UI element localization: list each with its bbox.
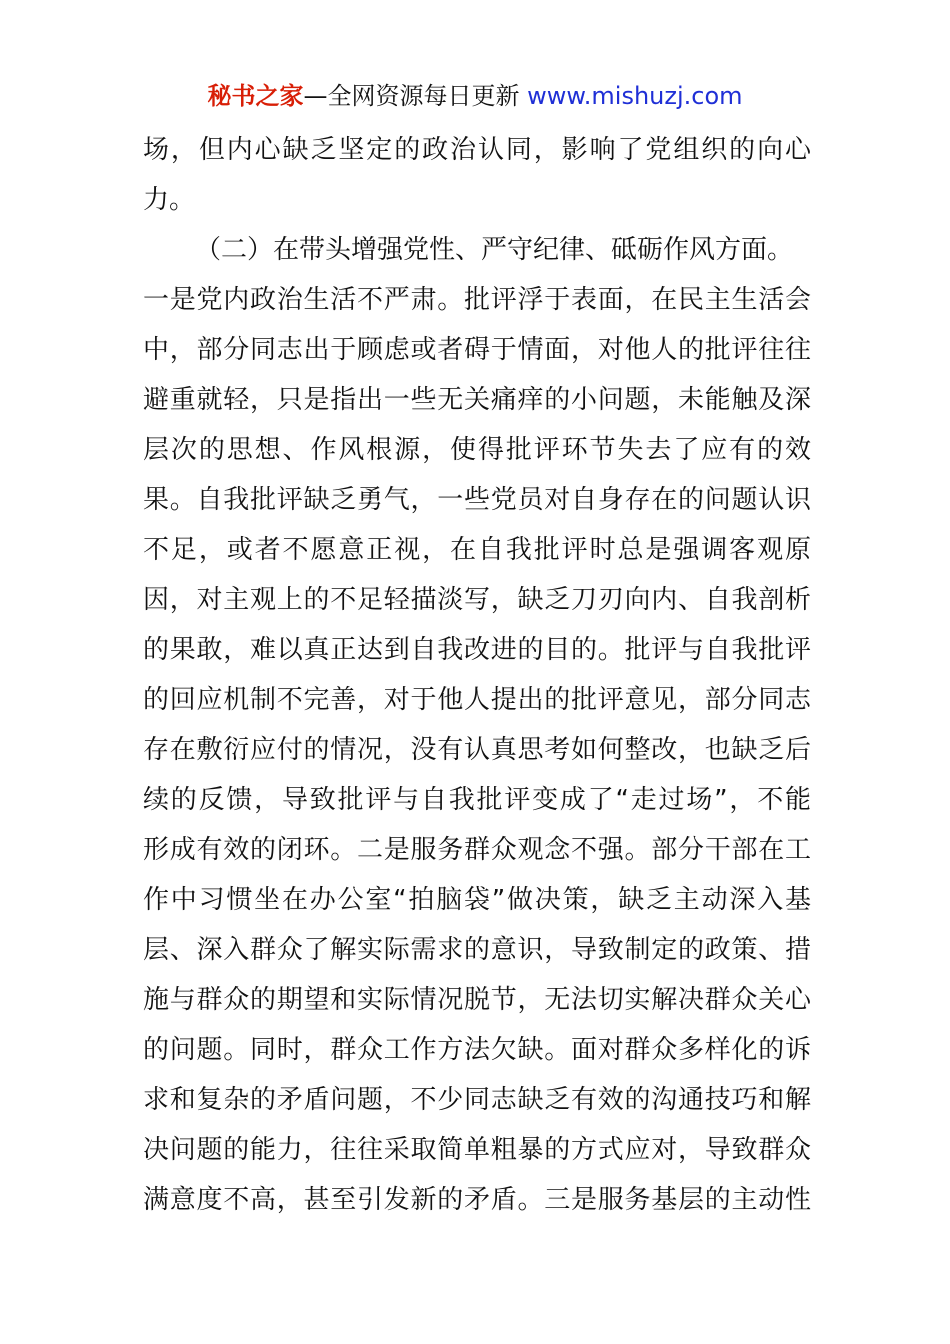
- text-line: 的问题。同时，群众工作方法欠缺。面对群众多样化的诉: [143, 1035, 811, 1065]
- text-line: 场，但内心缺乏坚定的政治认同，影响了党组织的向心: [143, 135, 811, 165]
- text-line: 续的反馈，导致批评与自我批评变成了“走过场”，不能: [143, 785, 811, 815]
- header-tagline: —全网资源每日更新: [303, 82, 528, 110]
- text-line: 因，对主观上的不足轻描淡写，缺乏刀刃向内、自我剖析: [143, 585, 811, 615]
- section-heading: （二）在带头增强党性、严守纪律、砥砺作风方面。: [195, 235, 794, 265]
- brand-name: 秘书之家: [207, 82, 304, 110]
- text-line: 满意度不高，甚至引发新的矛盾。三是服务基层的主动性: [143, 1185, 811, 1215]
- text-line: 的回应机制不完善，对于他人提出的批评意见，部分同志: [143, 685, 811, 715]
- text-line: 的果敢，难以真正达到自我改进的目的。批评与自我批评: [143, 635, 811, 665]
- site-url-link[interactable]: www.mishuzj.com: [527, 82, 743, 110]
- text-line: 形成有效的闭环。二是服务群众观念不强。部分干部在工: [143, 835, 811, 865]
- text-line: 求和复杂的矛盾问题，不少同志缺乏有效的沟通技巧和解: [143, 1085, 811, 1115]
- text-line: 果。自我批评缺乏勇气，一些党员对自身存在的问题认识: [143, 485, 811, 515]
- text-line: 施与群众的期望和实际情况脱节，无法切实解决群众关心: [143, 985, 811, 1015]
- text-line: 力。: [143, 185, 196, 215]
- text-line: 作中习惯坐在办公室“拍脑袋”做决策，缺乏主动深入基: [143, 885, 811, 915]
- text-line: 层次的思想、作风根源，使得批评环节失去了应有的效: [143, 435, 811, 465]
- text-line: 决问题的能力，往往采取简单粗暴的方式应对，导致群众: [143, 1135, 811, 1165]
- site-header: [0, 78, 950, 114]
- text-line: 不足，或者不愿意正视，在自我批评时总是强调客观原: [143, 535, 811, 565]
- text-line: 避重就轻，只是指出一些无关痛痒的小问题，未能触及深: [143, 385, 811, 415]
- text-line: 一是党内政治生活不严肃。批评浮于表面，在民主生活会: [143, 285, 811, 315]
- text-line: 存在敷衍应付的情况，没有认真思考如何整改，也缺乏后: [143, 735, 811, 765]
- text-line: 层、深入群众了解实际需求的意识，导致制定的政策、措: [143, 935, 811, 965]
- text-line: 中，部分同志出于顾虑或者碍于情面，对他人的批评往往: [143, 335, 811, 365]
- document-body: [143, 125, 811, 1225]
